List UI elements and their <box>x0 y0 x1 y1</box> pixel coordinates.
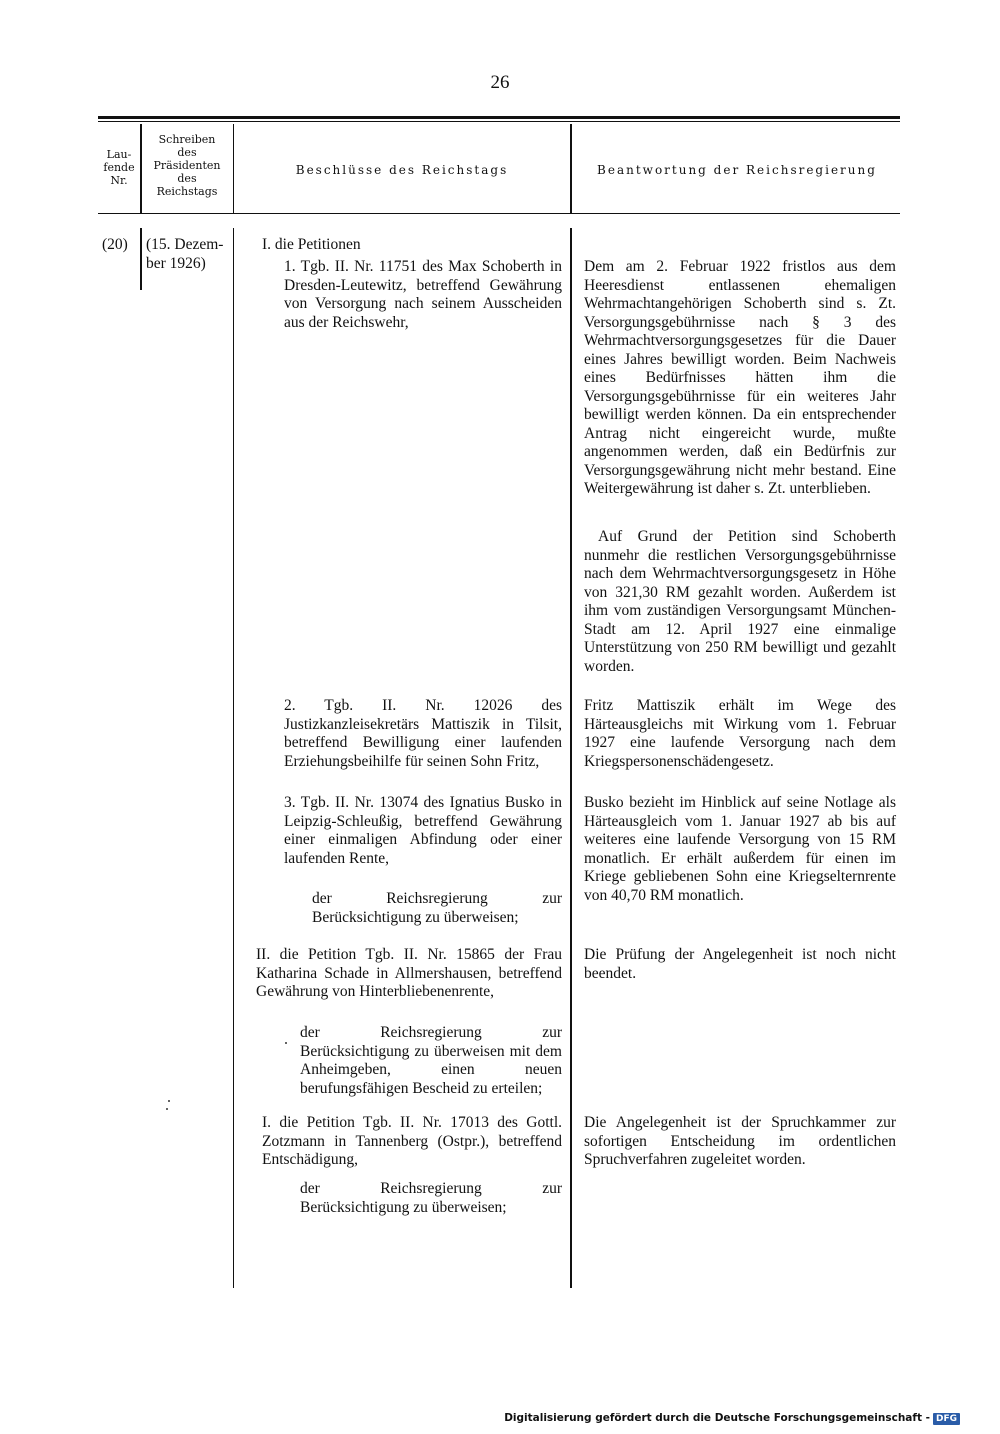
answer-item-1a: Dem am 2. Februar 1922 fristlos aus dem Heeresdienst entlassenen ehemaligen Wehrmachtangehörigen Schoberth sind s. Zt. Versorgungsgebührnisse nach § 3 des Wehrmachtversorgungsgesetzes für die Dauer eines Jahres bewilligt worden. Beim Nachweis eines Bedürfnisses hätten ihm die Versorgungsgebührnisse für ein weiteres Jahr bewilligt werden können. Da ein entsprechender Antrag nicht eingereicht wurde, mußte angenommen werden, daß ein Bedürfnis zur Versorgungsgewährung nicht mehr bestand. Eine Weitergewährung ist daher s. Zt. unterblieben. <box>584 258 896 497</box>
resolution-2: der Reichsregierung zur Berücksichtigung zu überweisen mit dem Anheimgeben, einen neuen berufungsfähigen Bescheid zu erteilen; <box>300 1024 562 1097</box>
header-schreiben: Schreiben des Präsidenten des Reichstags <box>153 133 221 198</box>
header-beschluesse: Beschlüsse des Reichstags <box>295 163 509 177</box>
column-rule-3-body <box>570 228 572 1288</box>
resolution-3: der Reichsregierung zur Berücksichtigung zu überweisen; <box>300 1180 562 1216</box>
column-rule-1-body <box>140 228 142 290</box>
answer-item-3: Busko bezieht im Hinblick auf seine Notlage als Härteausgleich vom 1. Januar 1927 ab bis auf weiteres eine laufende Versorgung von 15 RM monatlich. Er erhält außerdem für einen im Kriege gebliebenen Sohn eine Kriegselternrente von 40,70 RM monatlich. <box>584 794 896 904</box>
answer-section-I2: Die Angelegenheit ist der Spruchkammer zur sofortigen Entscheidung im ordentlichen Spruchverfahren zugeleitet worden. <box>584 1114 896 1168</box>
dfg-logo: DFG <box>933 1413 960 1425</box>
entry-date: (15. Dezem- ber 1926) <box>146 236 224 272</box>
header-rule <box>98 213 900 214</box>
footer-text: Digitalisierung gefördert durch die Deutsche Forschungsgemeinschaft - <box>504 1412 930 1424</box>
entry-number: (20) <box>102 236 128 253</box>
scan-speck <box>168 1100 170 1102</box>
top-rule-thin <box>98 121 900 122</box>
petition-item-3: 3. Tgb. II. Nr. 13074 des Ignatius Busko in Leipzig-Schleußig, betreffend Gewährung einer einmaligen Abfindung oder einer laufenden Rente, <box>284 794 562 867</box>
page-number: 26 <box>490 72 510 93</box>
top-rule-thick <box>98 116 900 119</box>
answer-section-II: Die Prüfung der Angelegenheit ist noch nicht beendet. <box>584 946 896 982</box>
answer-item-2: Fritz Mattiszik erhält im Wege des Härteausgleichs mit Wirkung vom 1. Februar 1927 eine laufende Versorgung nach dem Kriegspersonenschädengesetz. <box>584 697 896 770</box>
column-rule-2-body <box>233 228 234 1288</box>
petition-item-2: 2. Tgb. II. Nr. 12026 des Justizkanzleisekretärs Mattiszik in Tilsit, betreffend Bewilligung einer laufenden Erziehungsbeihilfe für seinen Sohn Fritz, <box>284 697 562 770</box>
header-laufende-nr: Lau- fende Nr. <box>103 148 135 187</box>
section-II-petition: II. die Petition Tgb. II. Nr. 15865 der Frau Katharina Schade in Allmershausen, betreffend Gewährung von Hinterbliebenenrente, <box>256 946 562 1000</box>
answer-item-1b: Auf Grund der Petition sind Schoberth nunmehr die restlichen Versorgungsgebührnisse nach dem Wehrmachtversorgungsgesetz in Höhe von 321,30 RM gezahlt worden. Außerdem ist ihm vom zuständigen Versorgungsamt München-Stadt am 12. April 1927 eine einmalige Unterstützung von 250 RM bewilligt und gezahlt worden. <box>584 528 896 675</box>
header-beantwortung: Beantwortung der Reichsregierung <box>597 163 877 177</box>
scan-speck <box>166 1108 168 1110</box>
column-rule-3 <box>570 124 572 213</box>
resolution-1: der Reichsregierung zur Berücksichtigung zu überweisen; <box>312 890 562 926</box>
scan-speck <box>285 1042 287 1044</box>
petition-item-1: 1. Tgb. II. Nr. 11751 des Max Schoberth in Dresden-Leutewitz, betreffend Gewährung von Versorgung nach seinem Ausscheiden aus der Reichswehr, <box>284 258 562 331</box>
footer-credit <box>504 1412 960 1425</box>
section-I-heading: I. die Petitionen <box>262 236 361 253</box>
section-I2-petition: I. die Petition Tgb. II. Nr. 17013 des Gottl. Zotzmann in Tannenberg (Ostpr.), betreffend Entschädigung, <box>262 1114 562 1168</box>
column-rule-2 <box>233 124 234 213</box>
